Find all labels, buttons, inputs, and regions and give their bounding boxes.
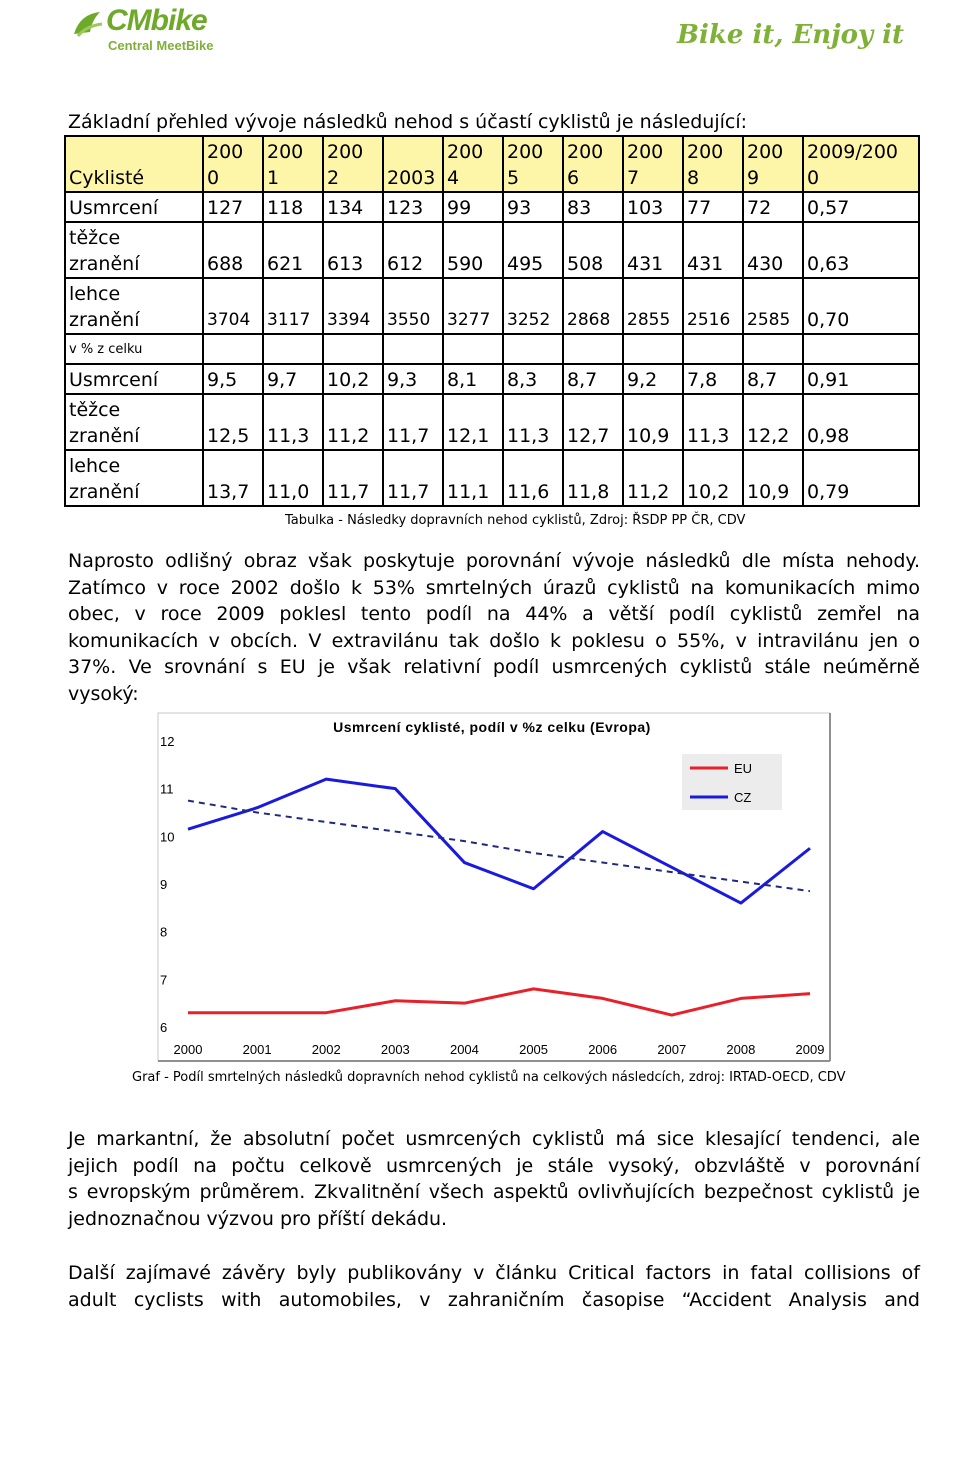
table-cell: 11,6 [503, 450, 563, 506]
table-cell: 7,8 [683, 364, 743, 394]
table-ratio-cell: 0,57 [803, 192, 919, 222]
y-tick-label: 11 [160, 781, 174, 797]
table-cell: 10,2 [683, 450, 743, 506]
table-cell: 3550 [383, 278, 443, 334]
table-cell: 9,3 [383, 364, 443, 394]
chart-legend [682, 754, 782, 810]
table-cell: 118 [263, 192, 323, 222]
legend-label-eu: EU [734, 761, 753, 776]
table-cell: 612 [383, 222, 443, 278]
table-year-header: 2003 [383, 136, 443, 192]
table-cell: 134 [323, 192, 383, 222]
paragraph-line: jejich podíl na počtu celkově usmrcených je stále vysoký, obzvláště v porovnání [68, 1154, 920, 1177]
paragraph-further [68, 1260, 920, 1313]
x-tick-label: 2006 [588, 1042, 618, 1057]
table-cell: 11,1 [443, 450, 503, 506]
table-cell: 12,2 [743, 394, 803, 450]
table-cell: 621 [263, 222, 323, 278]
table-year-header: 200 5 [503, 136, 563, 192]
table-cell: 11,3 [263, 394, 323, 450]
table-cell: 127 [203, 192, 263, 222]
x-tick-label: 2007 [657, 1042, 687, 1057]
table-cell: 93 [503, 192, 563, 222]
paragraph-line: jednoznačnou výzvou pro příští dekádu. [68, 1207, 448, 1230]
table-cell: 590 [443, 222, 503, 278]
x-tick-label: 2005 [519, 1042, 549, 1057]
table-row-label: Usmrcení [65, 364, 203, 394]
table-cell: 495 [503, 222, 563, 278]
table-cell: 11,8 [563, 450, 623, 506]
x-tick-label: 2009 [795, 1042, 825, 1057]
x-tick-label: 2003 [380, 1042, 410, 1057]
table-cell: 10,9 [623, 394, 683, 450]
table-cell: 8,3 [503, 364, 563, 394]
table-row-label: lehce zranění [65, 278, 203, 334]
table-year-header: 200 2 [323, 136, 383, 192]
table-cell: 2855 [623, 278, 683, 334]
table-cell: 11,7 [383, 450, 443, 506]
table-ratio-cell: 0,70 [803, 278, 919, 334]
table-cell: 12,1 [443, 394, 503, 450]
table-cell: 72 [743, 192, 803, 222]
table-cell: 8,1 [443, 364, 503, 394]
y-tick-label: 7 [160, 972, 168, 988]
table-year-header: 200 4 [443, 136, 503, 192]
table-cell: 430 [743, 222, 803, 278]
table-cell: 688 [203, 222, 263, 278]
paragraph-line: Je markantní, že absolutní počet usmrcených cyklistů má sice klesající tendenci, ale [68, 1128, 920, 1150]
table-cell: 9,7 [263, 364, 323, 394]
table-caption: Tabulka - Následky dopravních nehod cyklistů, Zdroj: ŘSDP PP ČR, CDV [285, 513, 746, 528]
table-cell: 11,2 [623, 450, 683, 506]
logo-brand-text: CMbike [106, 4, 207, 37]
table-cell: 77 [683, 192, 743, 222]
table-ratio-header: 2009/200 0 [803, 136, 919, 192]
table-cell: 613 [323, 222, 383, 278]
paragraph-conclusion [68, 1126, 920, 1232]
intro-text: Základní přehled vývoje následků nehod s účastí cyklistů je následující: [68, 111, 747, 133]
table-cell: 83 [563, 192, 623, 222]
table-cell: 9,2 [623, 364, 683, 394]
table-cell: 123 [383, 192, 443, 222]
tagline: Bike it, Enjoy it [677, 20, 904, 50]
paragraph-line: s evropským průměrem. Zkvalitnění všech aspektů ovlivňujících bezpečnost cyklistů je [68, 1181, 920, 1204]
logo-subtitle: Central MeetBike [108, 38, 214, 53]
legend-label-cz: CZ [734, 790, 752, 805]
table-cell: 10,2 [323, 364, 383, 394]
paragraph-line: obec, v roce 2009 poklesl tento podíl na 44% a větší podíl cyklistů zemřel na [68, 603, 920, 626]
y-tick-label: 8 [160, 924, 168, 940]
table-cell: 3704 [203, 278, 263, 334]
table-cell: 11,3 [683, 394, 743, 450]
table-cell: 10,9 [743, 450, 803, 506]
table-cell: 9,5 [203, 364, 263, 394]
chart-title: Usmrcení cyklisté, podíl v %z celku (Evropa) [333, 719, 651, 735]
x-tick-label: 2008 [726, 1042, 756, 1057]
table-year-header: 200 0 [203, 136, 263, 192]
table-cell: 11,3 [503, 394, 563, 450]
x-tick-label: 2000 [173, 1042, 203, 1057]
table-row-label: těžce zranění [65, 222, 203, 278]
x-tick-label: 2004 [449, 1042, 479, 1057]
table-cell: 11,2 [323, 394, 383, 450]
table-ratio-cell: 0,91 [803, 364, 919, 394]
paragraph-line: komunikacích v obcích. V extravilánu tak došlo k poklesu o 55%, v intravilánu jen o [68, 629, 920, 652]
table-corner-cell: Cyklisté [65, 136, 203, 192]
y-tick-label: 6 [160, 1020, 168, 1035]
table-cell: 3117 [263, 278, 323, 334]
table-cell: 508 [563, 222, 623, 278]
paragraph-line: 37%. Ve srovnání s EU je však relativní podíl usmrcených cyklistů stále neúměrně [68, 656, 920, 679]
table-year-header: 200 6 [563, 136, 623, 192]
y-tick-label: 10 [160, 829, 175, 845]
table-row-label: lehce zranění [65, 450, 203, 506]
table-cell: 2516 [683, 278, 743, 334]
table-cell: 2868 [563, 278, 623, 334]
table-cell: 8,7 [563, 364, 623, 394]
paragraph-line: vysoký: [68, 682, 139, 705]
paragraph-line: Zatímco v roce 2002 došlo k 53% smrtelných úrazů cyklistů na komunikacích mimo [68, 576, 920, 599]
table-year-header: 200 8 [683, 136, 743, 192]
table-cell: 3252 [503, 278, 563, 334]
paragraph-line: Další zajímavé závěry byly publikovány v článku Critical factors in fatal collisions of [68, 1262, 920, 1284]
table-cell: 3394 [323, 278, 383, 334]
table-cell: 431 [623, 222, 683, 278]
table-ratio-cell: 0,98 [803, 394, 919, 450]
table-year-header: 200 9 [743, 136, 803, 192]
table-cell: 13,7 [203, 450, 263, 506]
table-cell: 3277 [443, 278, 503, 334]
table-row-label: v % z celku [65, 334, 203, 364]
table-row-label: těžce zranění [65, 394, 203, 450]
table-year-header: 200 1 [263, 136, 323, 192]
paragraph-line: adult cyclists with automobiles, v zahraničním časopise “Accident Analysis and [68, 1288, 920, 1311]
table-ratio-cell: 0,63 [803, 222, 919, 278]
paragraph-line: Naprosto odlišný obraz však poskytuje porovnání vývoje následků dle místa nehody. [68, 550, 920, 572]
table-cell: 431 [683, 222, 743, 278]
chart-caption: Graf - Podíl smrtelných následků dopravních nehod cyklistů na celkových následcích, zdroj: IRTAD-OECD, CDV [132, 1070, 846, 1085]
table-year-header: 200 7 [623, 136, 683, 192]
table-cell: 12,5 [203, 394, 263, 450]
table-cell: 11,0 [263, 450, 323, 506]
table-cell: 2585 [743, 278, 803, 334]
table-cell: 8,7 [743, 364, 803, 394]
table-ratio-cell: 0,79 [803, 450, 919, 506]
table-cell: 11,7 [383, 394, 443, 450]
y-tick-label: 9 [160, 877, 168, 892]
table-cell: 12,7 [563, 394, 623, 450]
x-tick-label: 2001 [242, 1042, 272, 1057]
table-row-label: Usmrcení [65, 192, 203, 222]
table-cell: 103 [623, 192, 683, 222]
y-tick-label: 12 [160, 734, 175, 749]
table-cell: 11,7 [323, 450, 383, 506]
x-tick-label: 2002 [311, 1042, 341, 1057]
table-cell: 99 [443, 192, 503, 222]
